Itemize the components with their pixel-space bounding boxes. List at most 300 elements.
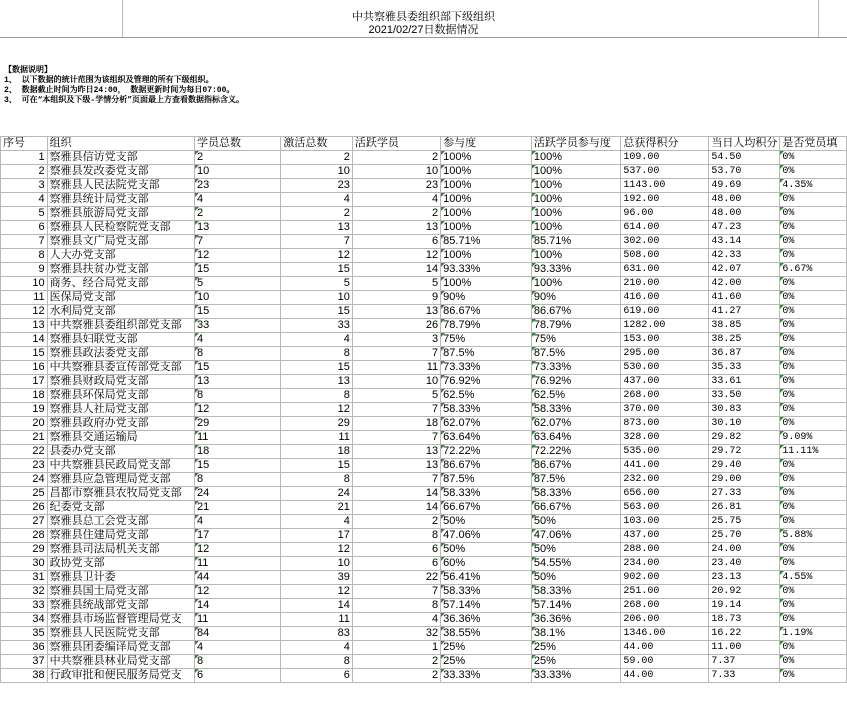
- cell-active-participation[interactable]: 47.06%: [531, 529, 620, 543]
- cell-active[interactable]: 7: [352, 473, 440, 487]
- cell-participation[interactable]: 56.41%: [441, 571, 532, 585]
- cell-members[interactable]: 84: [194, 627, 280, 641]
- cell-active-participation[interactable]: 50%: [531, 571, 620, 585]
- cell-seq[interactable]: 25: [1, 487, 48, 501]
- cell-members[interactable]: 12: [194, 543, 280, 557]
- cell-party-fill[interactable]: 0%: [780, 641, 847, 655]
- cell-members[interactable]: 33: [194, 319, 280, 333]
- cell-participation[interactable]: 86.67%: [441, 305, 532, 319]
- cell-active-participation[interactable]: 58.33%: [531, 585, 620, 599]
- cell-points[interactable]: 328.00: [621, 431, 709, 445]
- cell-org[interactable]: 察雅县国土局党支部: [47, 585, 194, 599]
- cell-activated[interactable]: 2: [281, 207, 352, 221]
- cell-participation[interactable]: 100%: [441, 151, 532, 165]
- cell-org[interactable]: 察雅县妇联党支部: [47, 333, 194, 347]
- cell-members[interactable]: 24: [194, 487, 280, 501]
- cell-active[interactable]: 13: [352, 459, 440, 473]
- cell-avg-points[interactable]: 7.33: [709, 669, 780, 683]
- cell-seq[interactable]: 18: [1, 389, 48, 403]
- cell-avg-points[interactable]: 38.85: [709, 319, 780, 333]
- cell-avg-points[interactable]: 29.82: [709, 431, 780, 445]
- cell-seq[interactable]: 1: [1, 151, 48, 165]
- cell-active-participation[interactable]: 86.67%: [531, 305, 620, 319]
- cell-party-fill[interactable]: 0%: [780, 277, 847, 291]
- cell-participation[interactable]: 50%: [441, 515, 532, 529]
- cell-avg-points[interactable]: 36.87: [709, 347, 780, 361]
- cell-points[interactable]: 44.00: [621, 669, 709, 683]
- cell-activated[interactable]: 10: [281, 291, 352, 305]
- cell-party-fill[interactable]: 0%: [780, 557, 847, 571]
- cell-activated[interactable]: 18: [281, 445, 352, 459]
- header-cell-activated[interactable]: 激活总数: [281, 137, 352, 151]
- cell-activated[interactable]: 24: [281, 487, 352, 501]
- header-cell-members[interactable]: 学员总数: [194, 137, 280, 151]
- cell-seq[interactable]: 24: [1, 473, 48, 487]
- cell-points[interactable]: 1346.00: [621, 627, 709, 641]
- cell-active[interactable]: 13: [352, 221, 440, 235]
- cell-active-participation[interactable]: 75%: [531, 333, 620, 347]
- cell-avg-points[interactable]: 18.73: [709, 613, 780, 627]
- cell-members[interactable]: 15: [194, 361, 280, 375]
- cell-participation[interactable]: 25%: [441, 655, 532, 669]
- cell-org[interactable]: 察雅县交通运输局: [47, 431, 194, 445]
- cell-avg-points[interactable]: 42.07: [709, 263, 780, 277]
- cell-members[interactable]: 2: [194, 151, 280, 165]
- cell-points[interactable]: 103.00: [621, 515, 709, 529]
- cell-party-fill[interactable]: 0%: [780, 417, 847, 431]
- cell-activated[interactable]: 4: [281, 641, 352, 655]
- cell-seq[interactable]: 6: [1, 221, 48, 235]
- cell-party-fill[interactable]: 0%: [780, 473, 847, 487]
- cell-points[interactable]: 537.00: [621, 165, 709, 179]
- cell-party-fill[interactable]: 4.55%: [780, 571, 847, 585]
- cell-members[interactable]: 7: [194, 235, 280, 249]
- cell-seq[interactable]: 32: [1, 585, 48, 599]
- cell-active[interactable]: 13: [352, 305, 440, 319]
- cell-members[interactable]: 12: [194, 585, 280, 599]
- cell-org[interactable]: 医保局党支部: [47, 291, 194, 305]
- cell-activated[interactable]: 5: [281, 277, 352, 291]
- cell-org[interactable]: 人大办党支部: [47, 249, 194, 263]
- cell-activated[interactable]: 8: [281, 389, 352, 403]
- cell-active[interactable]: 22: [352, 571, 440, 585]
- cell-avg-points[interactable]: 33.50: [709, 389, 780, 403]
- cell-seq[interactable]: 27: [1, 515, 48, 529]
- cell-active-participation[interactable]: 100%: [531, 179, 620, 193]
- cell-active-participation[interactable]: 100%: [531, 193, 620, 207]
- cell-members[interactable]: 13: [194, 221, 280, 235]
- cell-active[interactable]: 11: [352, 361, 440, 375]
- cell-members[interactable]: 29: [194, 417, 280, 431]
- cell-members[interactable]: 10: [194, 291, 280, 305]
- cell-seq[interactable]: 38: [1, 669, 48, 683]
- cell-participation[interactable]: 58.33%: [441, 403, 532, 417]
- cell-party-fill[interactable]: 0%: [780, 501, 847, 515]
- cell-participation[interactable]: 100%: [441, 277, 532, 291]
- cell-org[interactable]: 察雅县应急管理局党支部: [47, 473, 194, 487]
- cell-activated[interactable]: 13: [281, 221, 352, 235]
- cell-org[interactable]: 中共察雅县民政局党支部: [47, 459, 194, 473]
- cell-participation[interactable]: 38.55%: [441, 627, 532, 641]
- header-cell-avg-points[interactable]: 当日人均积分: [709, 137, 780, 151]
- cell-activated[interactable]: 12: [281, 585, 352, 599]
- cell-seq[interactable]: 14: [1, 333, 48, 347]
- cell-party-fill[interactable]: 0%: [780, 585, 847, 599]
- cell-org[interactable]: 昌都市察雅县农牧局党支部: [47, 487, 194, 501]
- cell-party-fill[interactable]: 0%: [780, 487, 847, 501]
- cell-activated[interactable]: 15: [281, 305, 352, 319]
- cell-party-fill[interactable]: 0%: [780, 347, 847, 361]
- cell-seq[interactable]: 15: [1, 347, 48, 361]
- cell-seq[interactable]: 26: [1, 501, 48, 515]
- cell-activated[interactable]: 11: [281, 431, 352, 445]
- header-cell-participation[interactable]: 参与度: [441, 137, 532, 151]
- cell-active-participation[interactable]: 58.33%: [531, 487, 620, 501]
- cell-participation[interactable]: 75%: [441, 333, 532, 347]
- cell-participation[interactable]: 60%: [441, 557, 532, 571]
- cell-org[interactable]: 察雅县扶贫办党支部: [47, 263, 194, 277]
- cell-avg-points[interactable]: 38.25: [709, 333, 780, 347]
- cell-members[interactable]: 11: [194, 431, 280, 445]
- cell-active[interactable]: 10: [352, 375, 440, 389]
- cell-seq[interactable]: 16: [1, 361, 48, 375]
- cell-participation[interactable]: 58.33%: [441, 585, 532, 599]
- cell-org[interactable]: 察雅县住建局党支部: [47, 529, 194, 543]
- cell-avg-points[interactable]: 48.00: [709, 207, 780, 221]
- cell-party-fill[interactable]: 0%: [780, 403, 847, 417]
- cell-active-participation[interactable]: 73.33%: [531, 361, 620, 375]
- cell-party-fill[interactable]: 0%: [780, 151, 847, 165]
- cell-participation[interactable]: 87.5%: [441, 347, 532, 361]
- cell-points[interactable]: 295.00: [621, 347, 709, 361]
- cell-avg-points[interactable]: 26.81: [709, 501, 780, 515]
- cell-avg-points[interactable]: 27.33: [709, 487, 780, 501]
- cell-points[interactable]: 631.00: [621, 263, 709, 277]
- cell-org[interactable]: 水利局党支部: [47, 305, 194, 319]
- cell-avg-points[interactable]: 29.00: [709, 473, 780, 487]
- cell-party-fill[interactable]: 0%: [780, 613, 847, 627]
- header-cell-points[interactable]: 总获得积分: [621, 137, 709, 151]
- cell-party-fill[interactable]: 0%: [780, 207, 847, 221]
- cell-avg-points[interactable]: 19.14: [709, 599, 780, 613]
- cell-points[interactable]: 614.00: [621, 221, 709, 235]
- cell-activated[interactable]: 10: [281, 165, 352, 179]
- cell-participation[interactable]: 78.79%: [441, 319, 532, 333]
- cell-active[interactable]: 10: [352, 165, 440, 179]
- cell-seq[interactable]: 20: [1, 417, 48, 431]
- cell-party-fill[interactable]: 0%: [780, 515, 847, 529]
- cell-seq[interactable]: 21: [1, 431, 48, 445]
- cell-members[interactable]: 2: [194, 207, 280, 221]
- cell-org[interactable]: 察雅县旅游局党支部: [47, 207, 194, 221]
- cell-active[interactable]: 7: [352, 403, 440, 417]
- cell-active[interactable]: 6: [352, 235, 440, 249]
- cell-party-fill[interactable]: 0%: [780, 249, 847, 263]
- cell-participation[interactable]: 100%: [441, 221, 532, 235]
- cell-points[interactable]: 437.00: [621, 375, 709, 389]
- cell-avg-points[interactable]: 33.61: [709, 375, 780, 389]
- cell-org[interactable]: 察雅县文广局党支部: [47, 235, 194, 249]
- cell-seq[interactable]: 23: [1, 459, 48, 473]
- cell-points[interactable]: 59.00: [621, 655, 709, 669]
- cell-seq[interactable]: 19: [1, 403, 48, 417]
- cell-org[interactable]: 察雅县政法委党支部: [47, 347, 194, 361]
- cell-active-participation[interactable]: 93.33%: [531, 263, 620, 277]
- cell-activated[interactable]: 8: [281, 473, 352, 487]
- cell-org[interactable]: 察雅县环保局党支部: [47, 389, 194, 403]
- cell-avg-points[interactable]: 25.75: [709, 515, 780, 529]
- cell-activated[interactable]: 29: [281, 417, 352, 431]
- cell-members[interactable]: 12: [194, 403, 280, 417]
- cell-active-participation[interactable]: 72.22%: [531, 445, 620, 459]
- cell-avg-points[interactable]: 29.72: [709, 445, 780, 459]
- cell-active[interactable]: 9: [352, 291, 440, 305]
- cell-members[interactable]: 18: [194, 445, 280, 459]
- cell-active-participation[interactable]: 100%: [531, 207, 620, 221]
- cell-seq[interactable]: 35: [1, 627, 48, 641]
- cell-active[interactable]: 2: [352, 669, 440, 683]
- cell-activated[interactable]: 2: [281, 151, 352, 165]
- cell-seq[interactable]: 10: [1, 277, 48, 291]
- cell-party-fill[interactable]: 0%: [780, 291, 847, 305]
- cell-points[interactable]: 251.00: [621, 585, 709, 599]
- cell-org[interactable]: 察雅县司法局机关支部: [47, 543, 194, 557]
- cell-seq[interactable]: 31: [1, 571, 48, 585]
- cell-active[interactable]: 2: [352, 515, 440, 529]
- cell-party-fill[interactable]: 0%: [780, 459, 847, 473]
- header-cell-active-participation[interactable]: 活跃学员参与度: [531, 137, 620, 151]
- cell-participation[interactable]: 58.33%: [441, 487, 532, 501]
- cell-active-participation[interactable]: 100%: [531, 249, 620, 263]
- cell-active[interactable]: 14: [352, 501, 440, 515]
- cell-org[interactable]: 察雅县统计局党支部: [47, 193, 194, 207]
- cell-points[interactable]: 232.00: [621, 473, 709, 487]
- cell-seq[interactable]: 36: [1, 641, 48, 655]
- cell-activated[interactable]: 21: [281, 501, 352, 515]
- cell-active[interactable]: 3: [352, 333, 440, 347]
- cell-points[interactable]: 1143.00: [621, 179, 709, 193]
- cell-avg-points[interactable]: 29.40: [709, 459, 780, 473]
- cell-seq[interactable]: 4: [1, 193, 48, 207]
- cell-active[interactable]: 2: [352, 655, 440, 669]
- cell-activated[interactable]: 15: [281, 263, 352, 277]
- cell-points[interactable]: 530.00: [621, 361, 709, 375]
- cell-org[interactable]: 察雅县信访党支部: [47, 151, 194, 165]
- cell-active[interactable]: 14: [352, 487, 440, 501]
- cell-party-fill[interactable]: 0%: [780, 305, 847, 319]
- cell-avg-points[interactable]: 30.10: [709, 417, 780, 431]
- cell-participation[interactable]: 100%: [441, 165, 532, 179]
- cell-seq[interactable]: 11: [1, 291, 48, 305]
- cell-points[interactable]: 370.00: [621, 403, 709, 417]
- cell-seq[interactable]: 37: [1, 655, 48, 669]
- cell-points[interactable]: 902.00: [621, 571, 709, 585]
- cell-party-fill[interactable]: 0%: [780, 389, 847, 403]
- cell-org[interactable]: 察雅县政府办党支部: [47, 417, 194, 431]
- cell-activated[interactable]: 23: [281, 179, 352, 193]
- cell-org[interactable]: 察雅县卫计委: [47, 571, 194, 585]
- cell-avg-points[interactable]: 49.69: [709, 179, 780, 193]
- cell-activated[interactable]: 8: [281, 347, 352, 361]
- cell-active-participation[interactable]: 25%: [531, 655, 620, 669]
- cell-members[interactable]: 8: [194, 389, 280, 403]
- cell-avg-points[interactable]: 11.00: [709, 641, 780, 655]
- cell-party-fill[interactable]: 6.67%: [780, 263, 847, 277]
- cell-org[interactable]: 察雅县团委编译局党支部: [47, 641, 194, 655]
- cell-active[interactable]: 12: [352, 249, 440, 263]
- cell-party-fill[interactable]: 11.11%: [780, 445, 847, 459]
- cell-org[interactable]: 察雅县人民检察院党支部: [47, 221, 194, 235]
- cell-members[interactable]: 8: [194, 473, 280, 487]
- cell-active-participation[interactable]: 100%: [531, 151, 620, 165]
- cell-active[interactable]: 5: [352, 389, 440, 403]
- cell-active-participation[interactable]: 25%: [531, 641, 620, 655]
- cell-points[interactable]: 619.00: [621, 305, 709, 319]
- cell-points[interactable]: 96.00: [621, 207, 709, 221]
- cell-party-fill[interactable]: 5.88%: [780, 529, 847, 543]
- cell-avg-points[interactable]: 23.13: [709, 571, 780, 585]
- cell-seq[interactable]: 12: [1, 305, 48, 319]
- cell-avg-points[interactable]: 54.50: [709, 151, 780, 165]
- cell-points[interactable]: 234.00: [621, 557, 709, 571]
- cell-active[interactable]: 8: [352, 599, 440, 613]
- cell-points[interactable]: 302.00: [621, 235, 709, 249]
- cell-party-fill[interactable]: 0%: [780, 235, 847, 249]
- cell-party-fill[interactable]: 0%: [780, 221, 847, 235]
- cell-seq[interactable]: 5: [1, 207, 48, 221]
- cell-active[interactable]: 8: [352, 529, 440, 543]
- cell-participation[interactable]: 72.22%: [441, 445, 532, 459]
- cell-active[interactable]: 13: [352, 445, 440, 459]
- cell-activated[interactable]: 11: [281, 613, 352, 627]
- cell-active-participation[interactable]: 85.71%: [531, 235, 620, 249]
- cell-active-participation[interactable]: 87.5%: [531, 473, 620, 487]
- cell-seq[interactable]: 22: [1, 445, 48, 459]
- cell-active-participation[interactable]: 100%: [531, 221, 620, 235]
- cell-active[interactable]: 2: [352, 151, 440, 165]
- cell-seq[interactable]: 7: [1, 235, 48, 249]
- cell-avg-points[interactable]: 41.60: [709, 291, 780, 305]
- cell-points[interactable]: 153.00: [621, 333, 709, 347]
- cell-points[interactable]: 416.00: [621, 291, 709, 305]
- cell-seq[interactable]: 2: [1, 165, 48, 179]
- cell-active-participation[interactable]: 78.79%: [531, 319, 620, 333]
- cell-activated[interactable]: 15: [281, 459, 352, 473]
- cell-avg-points[interactable]: 20.92: [709, 585, 780, 599]
- cell-org[interactable]: 察雅县统战部党支部: [47, 599, 194, 613]
- cell-activated[interactable]: 39: [281, 571, 352, 585]
- cell-org[interactable]: 察雅县市场监督管理局党支: [47, 613, 194, 627]
- cell-activated[interactable]: 4: [281, 333, 352, 347]
- cell-members[interactable]: 4: [194, 641, 280, 655]
- cell-org[interactable]: 察雅县人社局党支部: [47, 403, 194, 417]
- cell-members[interactable]: 4: [194, 193, 280, 207]
- cell-active[interactable]: 1: [352, 641, 440, 655]
- cell-seq[interactable]: 34: [1, 613, 48, 627]
- cell-active-participation[interactable]: 76.92%: [531, 375, 620, 389]
- cell-seq[interactable]: 33: [1, 599, 48, 613]
- cell-active[interactable]: 7: [352, 431, 440, 445]
- header-cell-org[interactable]: 组织: [47, 137, 194, 151]
- cell-activated[interactable]: 17: [281, 529, 352, 543]
- cell-participation[interactable]: 100%: [441, 179, 532, 193]
- cell-active[interactable]: 6: [352, 557, 440, 571]
- cell-participation[interactable]: 86.67%: [441, 459, 532, 473]
- cell-members[interactable]: 5: [194, 277, 280, 291]
- cell-members[interactable]: 15: [194, 263, 280, 277]
- cell-party-fill[interactable]: 9.09%: [780, 431, 847, 445]
- cell-active-participation[interactable]: 63.64%: [531, 431, 620, 445]
- cell-activated[interactable]: 15: [281, 361, 352, 375]
- cell-avg-points[interactable]: 47.23: [709, 221, 780, 235]
- cell-active-participation[interactable]: 36.36%: [531, 613, 620, 627]
- cell-avg-points[interactable]: 16.22: [709, 627, 780, 641]
- cell-members[interactable]: 11: [194, 613, 280, 627]
- cell-active-participation[interactable]: 50%: [531, 515, 620, 529]
- cell-org[interactable]: 察雅县人民法院党支部: [47, 179, 194, 193]
- cell-active-participation[interactable]: 100%: [531, 165, 620, 179]
- cell-participation[interactable]: 62.07%: [441, 417, 532, 431]
- cell-participation[interactable]: 93.33%: [441, 263, 532, 277]
- cell-members[interactable]: 4: [194, 333, 280, 347]
- cell-org[interactable]: 县委办党支部: [47, 445, 194, 459]
- cell-participation[interactable]: 87.5%: [441, 473, 532, 487]
- cell-org[interactable]: 察雅县财政局党支部: [47, 375, 194, 389]
- cell-party-fill[interactable]: 0%: [780, 165, 847, 179]
- cell-members[interactable]: 11: [194, 557, 280, 571]
- cell-avg-points[interactable]: 23.40: [709, 557, 780, 571]
- cell-participation[interactable]: 90%: [441, 291, 532, 305]
- cell-active-participation[interactable]: 66.67%: [531, 501, 620, 515]
- cell-participation[interactable]: 33.33%: [441, 669, 532, 683]
- cell-party-fill[interactable]: 0%: [780, 361, 847, 375]
- cell-participation[interactable]: 63.64%: [441, 431, 532, 445]
- cell-org[interactable]: 商务、经合局党支部: [47, 277, 194, 291]
- cell-points[interactable]: 210.00: [621, 277, 709, 291]
- cell-points[interactable]: 268.00: [621, 389, 709, 403]
- cell-party-fill[interactable]: 0%: [780, 669, 847, 683]
- cell-avg-points[interactable]: 42.00: [709, 277, 780, 291]
- cell-activated[interactable]: 83: [281, 627, 352, 641]
- cell-seq[interactable]: 28: [1, 529, 48, 543]
- cell-seq[interactable]: 17: [1, 375, 48, 389]
- cell-org[interactable]: 中共察雅县委组织部党支部: [47, 319, 194, 333]
- cell-active[interactable]: 4: [352, 193, 440, 207]
- cell-active[interactable]: 5: [352, 277, 440, 291]
- cell-party-fill[interactable]: 0%: [780, 655, 847, 669]
- cell-points[interactable]: 535.00: [621, 445, 709, 459]
- cell-participation[interactable]: 36.36%: [441, 613, 532, 627]
- cell-points[interactable]: 44.00: [621, 641, 709, 655]
- cell-org[interactable]: 察雅县人民医院党支部: [47, 627, 194, 641]
- cell-org[interactable]: 察雅县总工会党支部: [47, 515, 194, 529]
- cell-points[interactable]: 268.00: [621, 599, 709, 613]
- cell-participation[interactable]: 62.5%: [441, 389, 532, 403]
- cell-participation[interactable]: 85.71%: [441, 235, 532, 249]
- cell-activated[interactable]: 6: [281, 669, 352, 683]
- cell-activated[interactable]: 4: [281, 515, 352, 529]
- cell-participation[interactable]: 57.14%: [441, 599, 532, 613]
- cell-party-fill[interactable]: 0%: [780, 543, 847, 557]
- header-cell-party-fill[interactable]: 是否党员填: [780, 137, 847, 151]
- cell-participation[interactable]: 66.67%: [441, 501, 532, 515]
- cell-points[interactable]: 192.00: [621, 193, 709, 207]
- cell-org[interactable]: 政协党支部: [47, 557, 194, 571]
- cell-active[interactable]: 7: [352, 585, 440, 599]
- cell-avg-points[interactable]: 41.27: [709, 305, 780, 319]
- cell-active-participation[interactable]: 33.33%: [531, 669, 620, 683]
- cell-points[interactable]: 873.00: [621, 417, 709, 431]
